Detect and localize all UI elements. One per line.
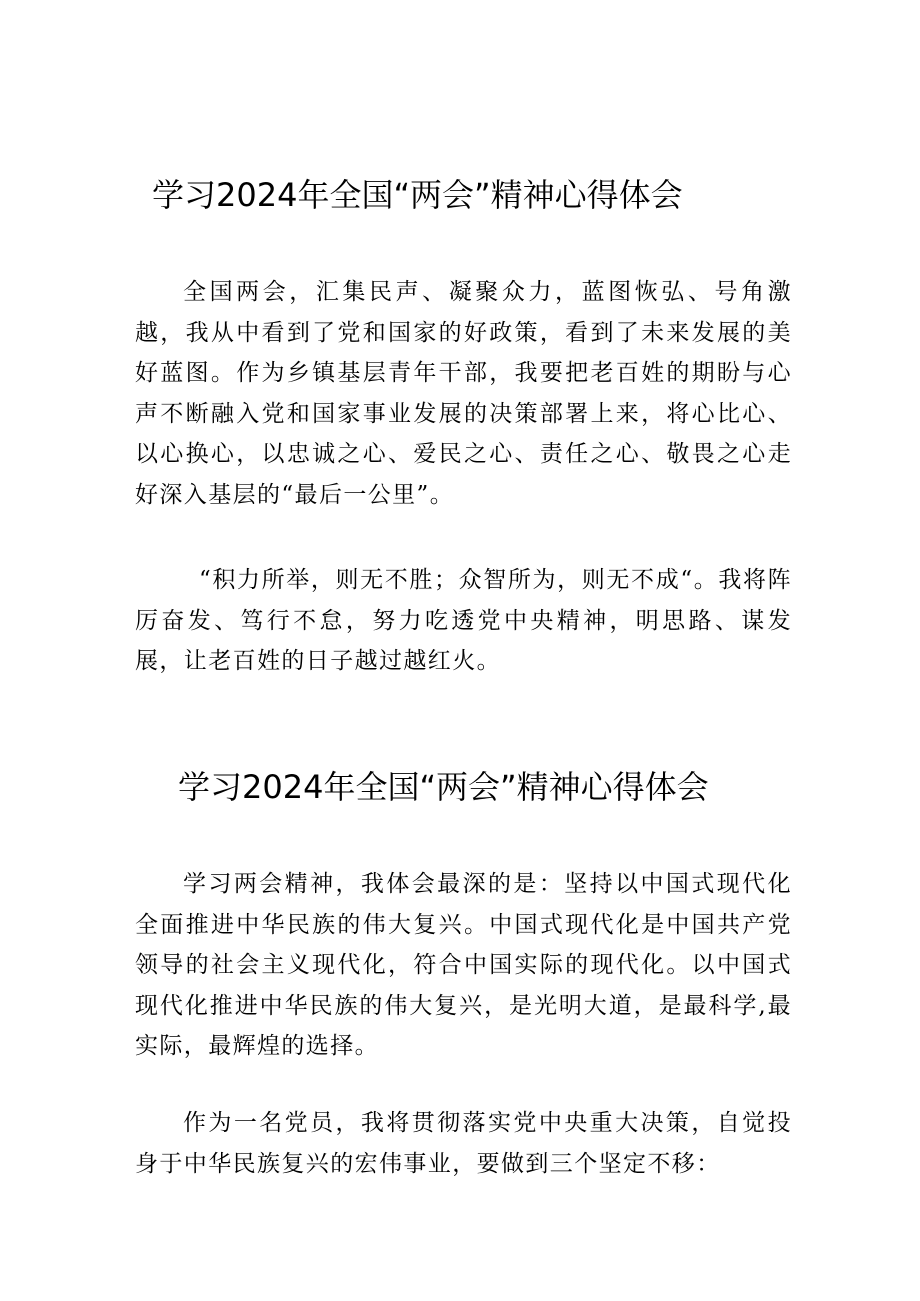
section-1-title: 学习2024年全国“两会”精神心得体会 xyxy=(152,176,683,214)
section-2-title: 学习2024年全国“两会”精神心得体会 xyxy=(178,768,709,806)
section-2-paragraph-2: 作为一名党员，我将贯彻落实党中央重大决策，自觉投身于中华民族复兴的宏伟事业，要做到三个坚定不移： xyxy=(135,1110,792,1177)
section-1-paragraph-1: 全国两会，汇集民声、凝聚众力，蓝图恢弘、号角激越，我从中看到了党和国家的好政策，看到了未来发展的美好蓝图。作为乡镇基层青年干部，我要把老百姓的期盼与心声不断融入党和国家事业发展的决策部署上来，将心比心、以心换心，以忠诚之心、爱民之心、责任之心、敬畏之心走好深入基层的“最后一公里”。 xyxy=(135,279,792,508)
section-1-paragraph-2: “积力所举，则无不胜；众智所为，则无不成“。我将阵厉奋发、笃行不怠，努力吃透党中央精神，明思路、谋发展，让老百姓的日子越过越红火。 xyxy=(135,567,792,674)
section-2-paragraph-1: 学习两会精神，我体会最深的是：坚持以中国式现代化全面推进中华民族的伟大复兴。中国式现代化是中国共产党领导的社会主义现代化，符合中国实际的现代化。以中国式现代化推进中华民族的伟大复兴，是光明大道，是最科学,最实际，最辉煌的选择。 xyxy=(135,871,792,1059)
